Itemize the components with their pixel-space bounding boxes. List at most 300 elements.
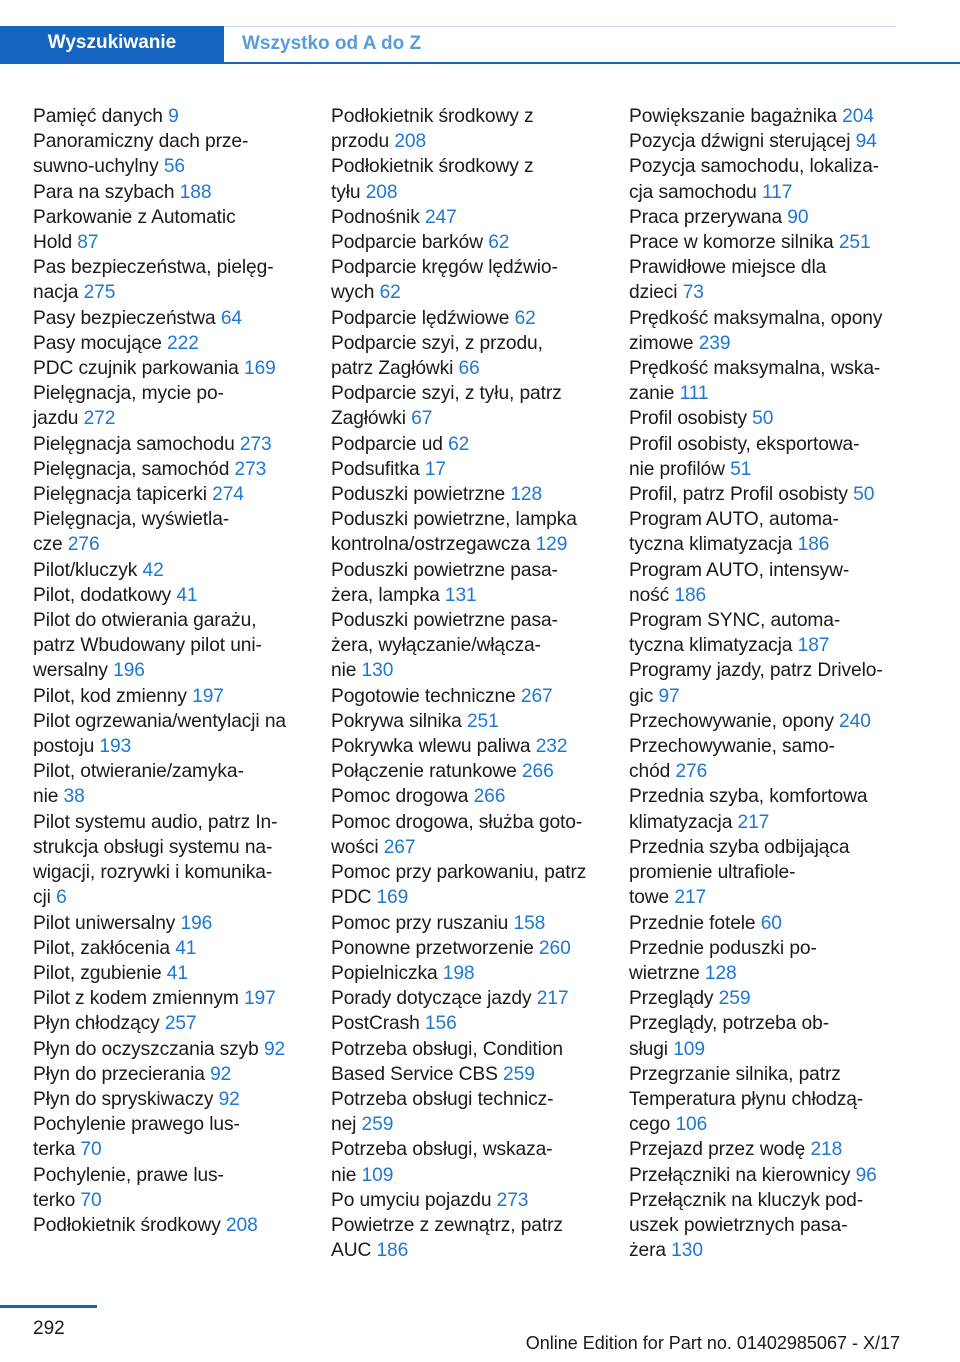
index-entry [331, 709, 621, 734]
index-entry-text [33, 759, 323, 784]
index-entry-text [33, 482, 323, 507]
index-entry-label: przodu [331, 131, 390, 153]
index-entry-label: Pozycja samochodu, lokaliza- [629, 156, 879, 178]
index-entry [33, 331, 323, 356]
index-entry-label: terka [33, 1139, 76, 1161]
index-entry-label: wych [331, 282, 375, 304]
index-entry-text [33, 1062, 323, 1087]
page-reference-link[interactable]: 92 [263, 1038, 286, 1060]
index-entry [33, 306, 323, 331]
index-entry-label: Hold [33, 232, 73, 254]
index-entry-label: Para na szybach [33, 181, 175, 203]
index-entry-label: Podparcie szyi, z tyłu, patrz [331, 383, 562, 405]
index-entry-text [331, 709, 621, 734]
index-entry-label: Pilot, otwieranie/zamyka- [33, 761, 244, 783]
index-entry [629, 1188, 929, 1264]
index-entry [331, 306, 621, 331]
index-entry [33, 1087, 323, 1112]
page-reference-link[interactable]: 109 [673, 1038, 705, 1060]
index-entry [33, 205, 323, 255]
index-entry-text [629, 507, 929, 532]
index-entry-text [33, 1163, 323, 1188]
index-entry-label: Parkowanie z Automatic [33, 206, 236, 228]
page-reference-link[interactable]: 196 [113, 660, 145, 682]
index-entry-text [629, 154, 929, 179]
index-entry-text [629, 810, 929, 835]
index-entry-text [33, 432, 323, 457]
page-reference-link[interactable]: 128 [704, 962, 737, 984]
index-entry-text [331, 205, 621, 230]
index-entry-text [33, 911, 323, 936]
page-reference-link[interactable]: 41 [175, 937, 197, 959]
index-entry [33, 1163, 323, 1213]
index-entry-label: Pokrywka wlewu paliwa [331, 736, 531, 758]
index-entry [33, 104, 323, 129]
index-entry [331, 1087, 621, 1137]
page-reference-link[interactable]: 92 [218, 1088, 240, 1110]
page-reference-link[interactable]: 41 [176, 584, 198, 606]
index-entry [629, 507, 929, 557]
page-reference-link[interactable]: 17 [424, 458, 446, 480]
page-reference-link[interactable]: 187 [797, 635, 830, 657]
index-entry-text [33, 532, 323, 557]
index-entry-label: Przeglądy, potrzeba ob- [629, 1013, 829, 1035]
index-entry-text [629, 936, 929, 961]
page-reference-link[interactable]: 117 [762, 181, 793, 203]
page-reference-link[interactable]: 67 [411, 408, 433, 430]
index-entry-label: Płyn do przecierania [33, 1063, 205, 1085]
page-reference-link[interactable]: 94 [855, 131, 877, 153]
page-reference-link[interactable]: 251 [466, 710, 499, 732]
index-entry-label: Poduszki powietrzne pasa- [331, 610, 558, 632]
page-reference-link[interactable]: 204 [842, 106, 874, 127]
index-entry [331, 1188, 621, 1213]
index-entry [33, 507, 323, 557]
page-reference-link[interactable]: 42 [142, 559, 164, 581]
index-entry-label: nej [331, 1114, 357, 1136]
index-entry-text [331, 255, 621, 280]
index-entry [331, 784, 621, 809]
index-entry [331, 1037, 621, 1087]
page-reference-link[interactable]: 273 [239, 433, 272, 455]
index-entry-label: towe [629, 887, 670, 909]
page-reference-link[interactable]: 232 [535, 736, 568, 758]
page-reference-link[interactable]: 38 [63, 786, 85, 808]
index-entry-text [33, 684, 323, 709]
index-entry [33, 255, 323, 305]
page-reference-link[interactable]: 197 [243, 988, 276, 1010]
index-entry-label: wości [331, 836, 379, 858]
index-entry-text [629, 759, 929, 784]
index-entry-text [331, 1037, 621, 1062]
index-entry-text [331, 432, 621, 457]
page-reference-link[interactable]: 217 [674, 887, 707, 909]
index-entry-text [33, 230, 323, 255]
page-reference-link[interactable]: 90 [787, 206, 809, 228]
index-entry [331, 1011, 621, 1036]
index-entry-text [331, 784, 621, 809]
index-entry-text [331, 154, 621, 179]
index-entry [33, 180, 323, 205]
index-entry-text [33, 885, 323, 910]
index-entry-label: Pogotowie techniczne [331, 685, 516, 707]
index-entry-label: Podsufitka [331, 458, 420, 480]
index-entry [33, 759, 323, 809]
footer-rule [0, 1305, 97, 1308]
index-entry-label: Pilot uniwersalny [33, 912, 176, 934]
edition-note: Online Edition for Part no. 01402985067 - X/17 [525, 1333, 900, 1353]
page-reference-link[interactable]: 267 [383, 836, 416, 858]
index-entry-label: PostCrash [331, 1013, 420, 1035]
index-entry-text [331, 558, 621, 583]
index-entry-text [629, 986, 929, 1011]
index-entry [33, 1011, 323, 1036]
index-entry-label: Podłokietnik środkowy z [331, 106, 534, 127]
index-entry-label: Podnośnik [331, 206, 420, 228]
index-entry-text [629, 381, 929, 406]
page-reference-link[interactable]: 131 [444, 584, 477, 606]
index-entry-label: terko [33, 1189, 76, 1211]
page-reference-link[interactable]: 51 [730, 458, 752, 480]
index-entry-label: nie [331, 660, 357, 682]
index-entry-label: zanie [629, 383, 675, 405]
page-reference-link[interactable]: 217 [737, 811, 770, 833]
index-entry-text [629, 457, 929, 482]
page-reference-link[interactable]: 186 [797, 534, 830, 556]
index-entry-text [629, 230, 929, 255]
index-entry [629, 835, 929, 911]
index-entry-text [33, 608, 323, 633]
index-column-2 [331, 104, 621, 1263]
index-entry-text [629, 180, 929, 205]
page-reference-link[interactable]: 70 [80, 1139, 102, 1161]
index-entry-label: Podparcie barków [331, 232, 483, 254]
index-entry-label: Pamięć danych [33, 106, 163, 127]
index-entry-text [33, 331, 323, 356]
index-entry [331, 331, 621, 381]
index-entry-text [33, 784, 323, 809]
index-entry-text [331, 180, 621, 205]
index-entry-text [331, 961, 621, 986]
index-entry [33, 961, 323, 986]
index-entry-label: Pas bezpieczeństwa, pielęg- [33, 257, 274, 279]
page-reference-link[interactable]: 218 [810, 1139, 843, 1161]
index-entry [33, 1062, 323, 1087]
index-entry-label: PDC [331, 887, 372, 909]
page-reference-link[interactable]: 274 [212, 484, 244, 506]
index-entry [629, 658, 929, 708]
page-reference-link[interactable]: 56 [163, 156, 186, 178]
index-entry-text [629, 835, 929, 860]
index-entry-label: kontrolna/ostrzegawcza [331, 534, 531, 556]
index-entry-text [331, 1011, 621, 1036]
page-reference-link[interactable]: 275 [83, 282, 116, 304]
index-entry [331, 558, 621, 608]
page-reference-link[interactable]: 106 [675, 1114, 708, 1136]
index-entry-text [331, 406, 621, 431]
page-reference-link[interactable]: 198 [442, 962, 475, 984]
index-entry-text [33, 1087, 323, 1112]
page-reference-link[interactable]: 260 [538, 937, 571, 959]
index-entry-label: gic [629, 685, 654, 707]
page-reference-link[interactable]: 186 [674, 584, 707, 606]
index-entry [331, 860, 621, 910]
index-entry [629, 1011, 929, 1061]
index-entry-text [331, 658, 621, 683]
index-entry-text [331, 507, 621, 532]
page-reference-link[interactable]: 87 [77, 232, 99, 254]
page-reference-link[interactable]: 41 [166, 962, 188, 984]
page-reference-link[interactable]: 259 [361, 1114, 394, 1136]
index-entry-text [629, 1163, 929, 1188]
page-reference-link[interactable]: 257 [164, 1013, 197, 1035]
index-entry [331, 986, 621, 1011]
index-entry-label: Poduszki powietrzne [331, 484, 506, 506]
index-entry-text [629, 331, 929, 356]
index-entry [629, 255, 929, 305]
page-reference-link[interactable]: 130 [671, 1240, 703, 1262]
page-reference-link[interactable]: 272 [83, 408, 116, 430]
index-entry-text [331, 911, 621, 936]
index-entry-label: nie [33, 786, 59, 808]
index-entry [331, 104, 621, 154]
page-reference-link[interactable]: 62 [379, 282, 401, 304]
index-entry-label: żera, wyłączanie/włącza- [331, 635, 541, 657]
index-entry-label: Prawidłowe miejsce dla [629, 257, 827, 279]
index-entry-text [629, 911, 929, 936]
index-entry-text [331, 1062, 621, 1087]
index-entry-text [629, 1238, 929, 1263]
index-entry-label: żera [629, 1240, 666, 1262]
index-entry-text [331, 1112, 621, 1137]
page-reference-link[interactable]: 276 [675, 761, 708, 783]
index-entry-text [331, 104, 621, 129]
index-entry-label: AUC [331, 1240, 372, 1262]
index-entry [629, 356, 929, 406]
index-entry [33, 936, 323, 961]
index-entry-text [33, 1112, 323, 1137]
index-column-3 [629, 104, 929, 1263]
page-reference-link[interactable]: 208 [365, 181, 398, 203]
page-reference-link[interactable]: 128 [510, 484, 543, 506]
page-reference-link[interactable]: 6 [56, 887, 67, 909]
page-reference-link[interactable]: 266 [521, 761, 554, 783]
page-reference-link[interactable]: 239 [698, 332, 731, 354]
index-entry [33, 558, 323, 583]
index-entry-text [629, 583, 929, 608]
index-entry-text [331, 381, 621, 406]
index-entry-label: Based Service CBS [331, 1063, 498, 1085]
index-entry [33, 432, 323, 457]
page-number: 292 [33, 1318, 65, 1339]
index-entry [629, 986, 929, 1011]
page-reference-link[interactable]: 259 [718, 988, 751, 1010]
index-entry-text [331, 986, 621, 1011]
page-reference-link[interactable]: 111 [679, 383, 709, 405]
page-reference-link[interactable]: 64 [220, 307, 243, 329]
index-entry-label: Pilot/kluczyk [33, 559, 138, 581]
index-entry-label: Pochylenie, prawe lus- [33, 1164, 224, 1186]
page-reference-link[interactable]: 62 [514, 307, 536, 329]
index-entry-text [629, 1037, 929, 1062]
index-entry-label: Przejazd przez wodę [629, 1139, 806, 1161]
page-reference-link[interactable]: 97 [658, 685, 680, 707]
index-entry-text [629, 633, 929, 658]
page-reference-link[interactable]: 66 [458, 358, 480, 380]
index-entry-label: Przełączniki na kierownicy [629, 1164, 851, 1186]
page-reference-link[interactable]: 50 [853, 484, 875, 506]
index-entry-label: Ponowne przetworzenie [331, 937, 534, 959]
page-reference-link[interactable]: 92 [210, 1063, 232, 1085]
index-entry-label: uszek powietrznych pasa- [629, 1214, 848, 1236]
page-reference-link[interactable]: 156 [424, 1013, 457, 1035]
index-entry [33, 709, 323, 759]
page-reference-link[interactable]: 109 [361, 1164, 394, 1186]
index-entry-label: patrz Wbudowany pilot uni- [33, 635, 262, 657]
index-entry-text [331, 1163, 621, 1188]
index-entry-label: wigacji, rozrywki i komunika- [33, 862, 273, 884]
index-entry [331, 432, 621, 457]
page-reference-link[interactable]: 222 [167, 332, 199, 354]
index-entry-label: Zagłówki [331, 408, 406, 430]
index-entry-text [331, 129, 621, 154]
index-entry-text [33, 658, 323, 683]
index-entry-label: Prędkość maksymalna, opony [629, 307, 883, 329]
index-entry [629, 482, 929, 507]
index-entry [331, 911, 621, 936]
index-entry-text [629, 205, 929, 230]
index-entry-label: Pomoc drogowa [331, 786, 469, 808]
index-entry-label: Podparcie lędźwiowe [331, 307, 510, 329]
page-reference-link[interactable]: 130 [361, 660, 394, 682]
index-entry-text [629, 860, 929, 885]
page-reference-link[interactable]: 196 [180, 912, 213, 934]
index-entry-text [33, 1037, 323, 1062]
index-entry-text [331, 936, 621, 961]
index-entry [33, 1037, 323, 1062]
index-entry-text [33, 709, 323, 734]
page-reference-link[interactable]: 276 [67, 534, 100, 556]
page-reference-link[interactable]: 62 [448, 433, 470, 455]
index-entry [629, 230, 929, 255]
page-reference-link[interactable]: 169 [376, 887, 409, 909]
index-entry-label: nacja [33, 282, 79, 304]
page-reference-link[interactable]: 50 [752, 408, 774, 430]
index-entry-label: Podparcie ud [331, 433, 443, 455]
index-entry-label: Przednie fotele [629, 912, 756, 934]
index-entry [629, 306, 929, 356]
index-entry-label: cze [33, 534, 63, 556]
page-reference-link[interactable]: 217 [536, 988, 569, 1010]
page-reference-link[interactable]: 188 [179, 181, 212, 203]
index-entry-label: Pilot z kodem zmiennym [33, 988, 239, 1010]
page-reference-link[interactable]: 208 [225, 1214, 258, 1236]
index-entry-text [629, 1087, 929, 1112]
index-entry [629, 734, 929, 784]
page-reference-link[interactable]: 70 [80, 1189, 102, 1211]
index-entry-text [33, 860, 323, 885]
page-reference-link[interactable]: 251 [838, 232, 871, 254]
index-entry-text [33, 961, 323, 986]
index-entry-text [331, 356, 621, 381]
index-entry [629, 1062, 929, 1138]
page-reference-link[interactable]: 266 [473, 786, 506, 808]
index-entry-label: jazdu [33, 408, 79, 430]
index-entry-text [629, 1112, 929, 1137]
index-entry-text [331, 230, 621, 255]
index-entry-label: Temperatura płynu chłodzą- [629, 1088, 864, 1110]
page-reference-link[interactable]: 273 [234, 458, 267, 480]
page-reference-link[interactable]: 62 [488, 232, 510, 254]
index-entry-label: Pomoc przy parkowaniu, patrz [331, 862, 587, 884]
index-entry [33, 608, 323, 684]
index-entry [331, 734, 621, 759]
index-entry [629, 129, 929, 154]
index-entry [331, 205, 621, 230]
index-entry-text [33, 205, 323, 230]
page-reference-link[interactable]: 9 [168, 106, 179, 127]
page-reference-link[interactable]: 273 [496, 1189, 529, 1211]
page-reference-link[interactable]: 186 [376, 1240, 409, 1262]
index-entry-text [629, 734, 929, 759]
page-reference-link[interactable]: 158 [513, 912, 546, 934]
tab-wszystko-od-a-do-z[interactable]: Wszystko od A do Z [224, 26, 896, 62]
index-entry-text [629, 255, 929, 280]
page-reference-link[interactable]: 259 [503, 1063, 535, 1085]
index-entry-label: Przednie poduszki po- [629, 937, 817, 959]
index-entry-label: Podłokietnik środkowy [33, 1214, 221, 1236]
index-entry-label: cji [33, 887, 51, 909]
page-reference-link[interactable]: 96 [855, 1164, 877, 1186]
index-entry [331, 608, 621, 684]
index-entry-label: zimowe [629, 332, 694, 354]
page-reference-link[interactable]: 60 [760, 912, 782, 934]
page-reference-link[interactable]: 208 [394, 131, 427, 153]
page-reference-link[interactable]: 193 [99, 736, 132, 758]
index-entry-label: tyczna klimatyzacja [629, 635, 793, 657]
index-entry-label: Prędkość maksymalna, wska- [629, 358, 881, 380]
index-entry-text [629, 129, 929, 154]
index-entry-label: nie profilów [629, 458, 725, 480]
page-reference-link[interactable]: 267 [520, 685, 553, 707]
page-reference-link[interactable]: 129 [535, 534, 568, 556]
index-entry-text [331, 1188, 621, 1213]
index-entry-label: tyłu [331, 181, 361, 203]
index-entry-label: wersalny [33, 660, 108, 682]
index-entry-label: klimatyzacja [629, 811, 733, 833]
index-entry [629, 558, 929, 608]
index-entry-text [33, 129, 323, 154]
index-entry-text [33, 936, 323, 961]
page-reference-link[interactable]: 197 [192, 685, 224, 707]
index-entry-label: Potrzeba obsługi, wskaza- [331, 1139, 553, 1161]
index-entry [629, 432, 929, 482]
index-entry-label: Pochylenie prawego lus- [33, 1114, 240, 1136]
index-entry-label: patrz Zagłówki [331, 358, 454, 380]
index-entry-text [331, 835, 621, 860]
index-entry-label: Przednia szyba, komfortowa [629, 786, 868, 808]
page-reference-link[interactable]: 240 [839, 710, 871, 732]
page-reference-link[interactable]: 169 [244, 358, 276, 380]
page-reference-link[interactable]: 73 [682, 282, 704, 304]
tab-wyszukiwanie[interactable]: Wyszukiwanie [0, 26, 224, 62]
index-entry [331, 154, 621, 204]
index-entry-text [331, 734, 621, 759]
index-entry-text [331, 583, 621, 608]
index-entry-text [331, 1213, 621, 1238]
index-entry [629, 406, 929, 431]
page-reference-link[interactable]: 247 [424, 206, 457, 228]
